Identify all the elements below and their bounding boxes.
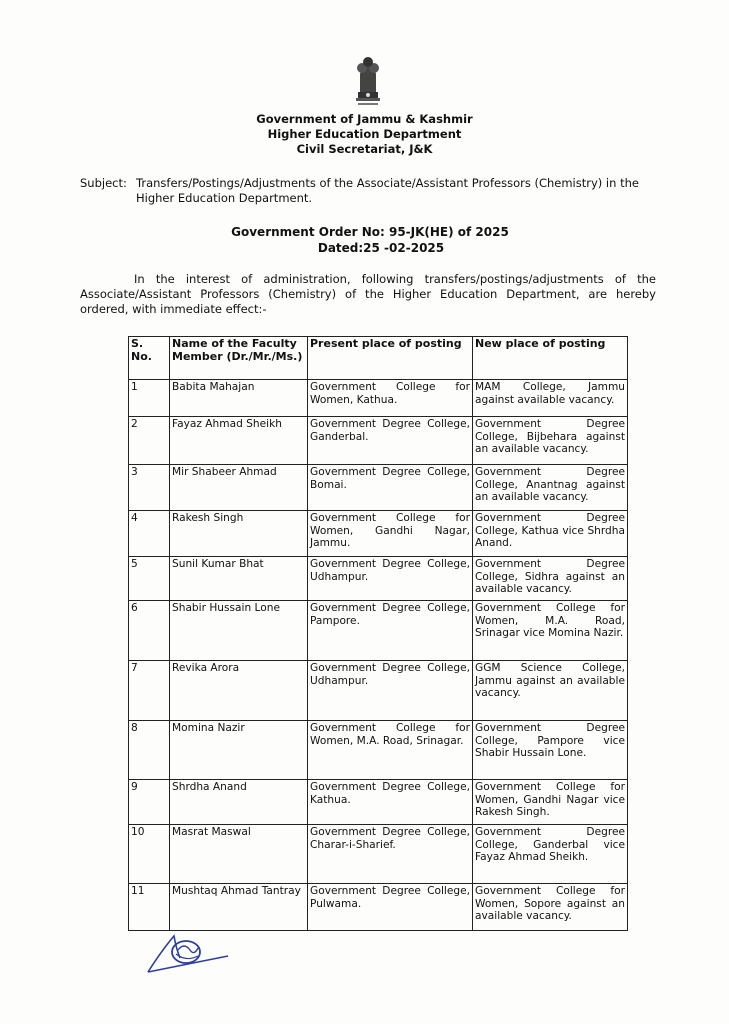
col-header-new: New place of posting bbox=[473, 337, 628, 380]
col-header-sno: S. No. bbox=[129, 337, 170, 380]
cell-sno: 7 bbox=[129, 661, 170, 721]
cell-new: Government College for Women, Gandhi Nagar vice Rakesh Singh. bbox=[473, 780, 628, 825]
cell-new: Government Degree College, Ganderbal vice Fayaz Ahmad Sheikh. bbox=[473, 825, 628, 884]
cell-present: Government College for Women, M.A. Road, Srinagar. bbox=[308, 721, 473, 780]
table-row bbox=[129, 661, 628, 721]
cell-new: Government Degree College, Sidhra against an available vacancy. bbox=[473, 557, 628, 601]
col-header-name: Name of the Faculty Member (Dr./Mr./Ms.) bbox=[170, 337, 308, 380]
cell-name: Shrdha Anand bbox=[170, 780, 308, 825]
cell-present: Government Degree College, Pampore. bbox=[308, 601, 473, 661]
cell-sno: 10 bbox=[129, 825, 170, 884]
cell-new: MAM College, Jammu against available vacancy. bbox=[473, 380, 628, 417]
cell-sno: 6 bbox=[129, 601, 170, 661]
cell-new: Government College for Women, Sopore against an available vacancy. bbox=[473, 884, 628, 931]
table-row bbox=[129, 557, 628, 601]
cell-name: Revika Arora bbox=[170, 661, 308, 721]
header-department: Higher Education Department bbox=[267, 127, 462, 141]
cell-present: Government Degree College, Pulwama. bbox=[308, 884, 473, 931]
cell-name: Mushtaq Ahmad Tantray bbox=[170, 884, 308, 931]
table-row bbox=[129, 380, 628, 417]
cell-new: Government Degree College, Pampore vice Shabir Hussain Lone. bbox=[473, 721, 628, 780]
cell-sno: 2 bbox=[129, 417, 170, 465]
cell-sno: 9 bbox=[129, 780, 170, 825]
cell-name: Babita Mahajan bbox=[170, 380, 308, 417]
signature-mark bbox=[140, 928, 240, 980]
cell-sno: 11 bbox=[129, 884, 170, 931]
cell-sno: 3 bbox=[129, 465, 170, 511]
cell-sno: 4 bbox=[129, 511, 170, 557]
cell-name: Momina Nazir bbox=[170, 721, 308, 780]
cell-present: Government Degree College, Kathua. bbox=[308, 780, 473, 825]
header-secretariat: Civil Secretariat, J&K bbox=[296, 142, 433, 156]
state-emblem-icon bbox=[346, 52, 390, 108]
cell-sno: 5 bbox=[129, 557, 170, 601]
header-government: Government of Jammu & Kashmir bbox=[256, 112, 473, 126]
letterhead bbox=[0, 112, 729, 157]
cell-new: Government College for Women, M.A. Road, Srinagar vice Momina Nazir. bbox=[473, 601, 628, 661]
cell-name: Rakesh Singh bbox=[170, 511, 308, 557]
cell-present: Government College for Women, Kathua. bbox=[308, 380, 473, 417]
cell-present: Government College for Women, Gandhi Nagar, Jammu. bbox=[308, 511, 473, 557]
cell-present: Government Degree College, Bomai. bbox=[308, 465, 473, 511]
order-number: Government Order No: 95-JK(HE) of 2025 bbox=[231, 225, 509, 239]
transfer-table bbox=[128, 336, 628, 931]
table-row bbox=[129, 780, 628, 825]
cell-present: Government Degree College, Udhampur. bbox=[308, 557, 473, 601]
table-row bbox=[129, 417, 628, 465]
cell-new: GGM Science College, Jammu against an available vacancy. bbox=[473, 661, 628, 721]
cell-new: Government Degree College, Anantnag against an available vacancy. bbox=[473, 465, 628, 511]
table-row bbox=[129, 884, 628, 931]
table-header-row bbox=[129, 337, 628, 380]
cell-new: Government Degree College, Bijbehara against an available vacancy. bbox=[473, 417, 628, 465]
col-header-present: Present place of posting bbox=[308, 337, 473, 380]
cell-new: Government Degree College, Kathua vice Shrdha Anand. bbox=[473, 511, 628, 557]
cell-sno: 8 bbox=[129, 721, 170, 780]
cell-sno: 1 bbox=[129, 380, 170, 417]
cell-present: Government Degree College, Charar-i-Sharief. bbox=[308, 825, 473, 884]
cell-present: Government Degree College, Ganderbal. bbox=[308, 417, 473, 465]
table-row bbox=[129, 825, 628, 884]
table-row bbox=[129, 721, 628, 780]
cell-name: Shabir Hussain Lone bbox=[170, 601, 308, 661]
table-row bbox=[129, 465, 628, 511]
subject-text: Transfers/Postings/Adjustments of the Associate/Assistant Professors (Chemistry) in the Higher Education Department. bbox=[136, 176, 639, 205]
intro-paragraph: In the interest of administration, following transfers/postings/adjustments of the Associate/Assistant Professors (Chemistry) of the Higher Education Department, are hereby ordered, with immediate effect:- bbox=[80, 272, 656, 316]
table-row bbox=[129, 601, 628, 661]
cell-name: Mir Shabeer Ahmad bbox=[170, 465, 308, 511]
subject-label: Subject: bbox=[80, 176, 127, 190]
cell-name: Sunil Kumar Bhat bbox=[170, 557, 308, 601]
order-block bbox=[190, 224, 550, 256]
order-date: Dated:25 -02-2025 bbox=[317, 241, 445, 255]
table-row bbox=[129, 511, 628, 557]
cell-present: Government Degree College, Udhampur. bbox=[308, 661, 473, 721]
cell-name: Masrat Maswal bbox=[170, 825, 308, 884]
cell-name: Fayaz Ahmad Sheikh bbox=[170, 417, 308, 465]
